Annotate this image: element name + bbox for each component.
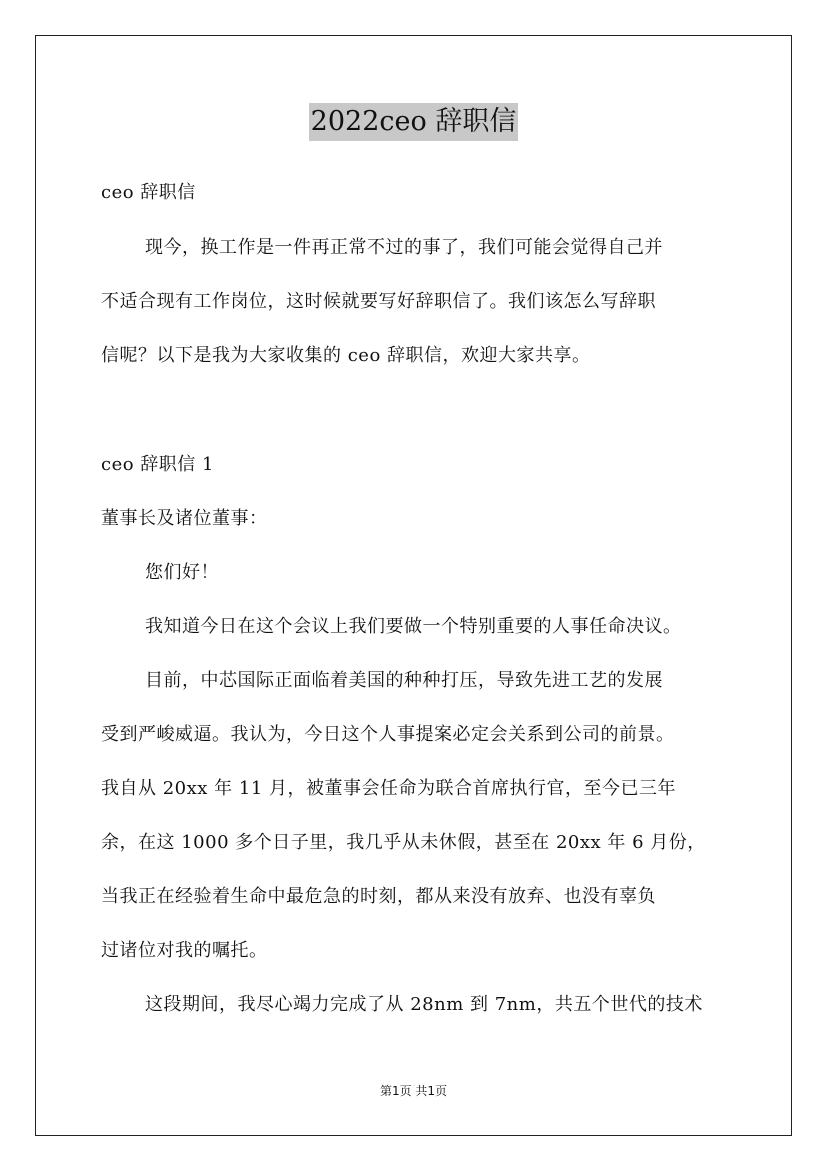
document-title: 2022ceo 辞职信 [309, 103, 519, 141]
greeting: 您们好！ [145, 562, 219, 583]
letter-heading: ceo 辞职信 1 [101, 454, 214, 475]
section-heading: ceo 辞职信 [101, 182, 196, 203]
paragraph-line: 我知道今日在这个会议上我们要做一个特别重要的人事任命决议。 [145, 616, 682, 637]
title-wrap [0, 103, 827, 141]
paragraph-line: 不适合现有工作岗位，这时候就要写好辞职信了。我们该怎么写辞职 [101, 291, 656, 312]
salutation: 董事长及诸位董事： [101, 508, 268, 529]
paragraph-line: 过诸位对我的嘱托。 [101, 940, 268, 961]
paragraph-line: 现今，换工作是一件再正常不过的事了，我们可能会觉得自己并 [145, 237, 663, 258]
paragraph-line: 目前，中芯国际正面临着美国的种种打压，导致先进工艺的发展 [145, 670, 663, 691]
paragraph-line: 当我正在经验着生命中最危急的时刻，都从来没有放弃、也没有辜负 [101, 886, 656, 907]
paragraph-line: 信呢？以下是我为大家收集的 ceo 辞职信，欢迎大家共享。 [101, 345, 591, 366]
paragraph-line: 这段期间，我尽心竭力完成了从 28nm 到 7nm，共五个世代的技术 [145, 994, 703, 1015]
paragraph-line: 余，在这 1000 多个日子里，我几乎从未休假，甚至在 20xx 年 6 月份， [101, 832, 706, 853]
paragraph-line: 受到严峻威逼。我认为，今日这个人事提案必定会关系到公司的前景。 [101, 724, 675, 745]
paragraph-line: 我自从 20xx 年 11 月，被董事会任命为联合首席执行官，至今已三年 [101, 778, 676, 799]
page-footer: 第1页 共1页 [379, 1084, 448, 1098]
